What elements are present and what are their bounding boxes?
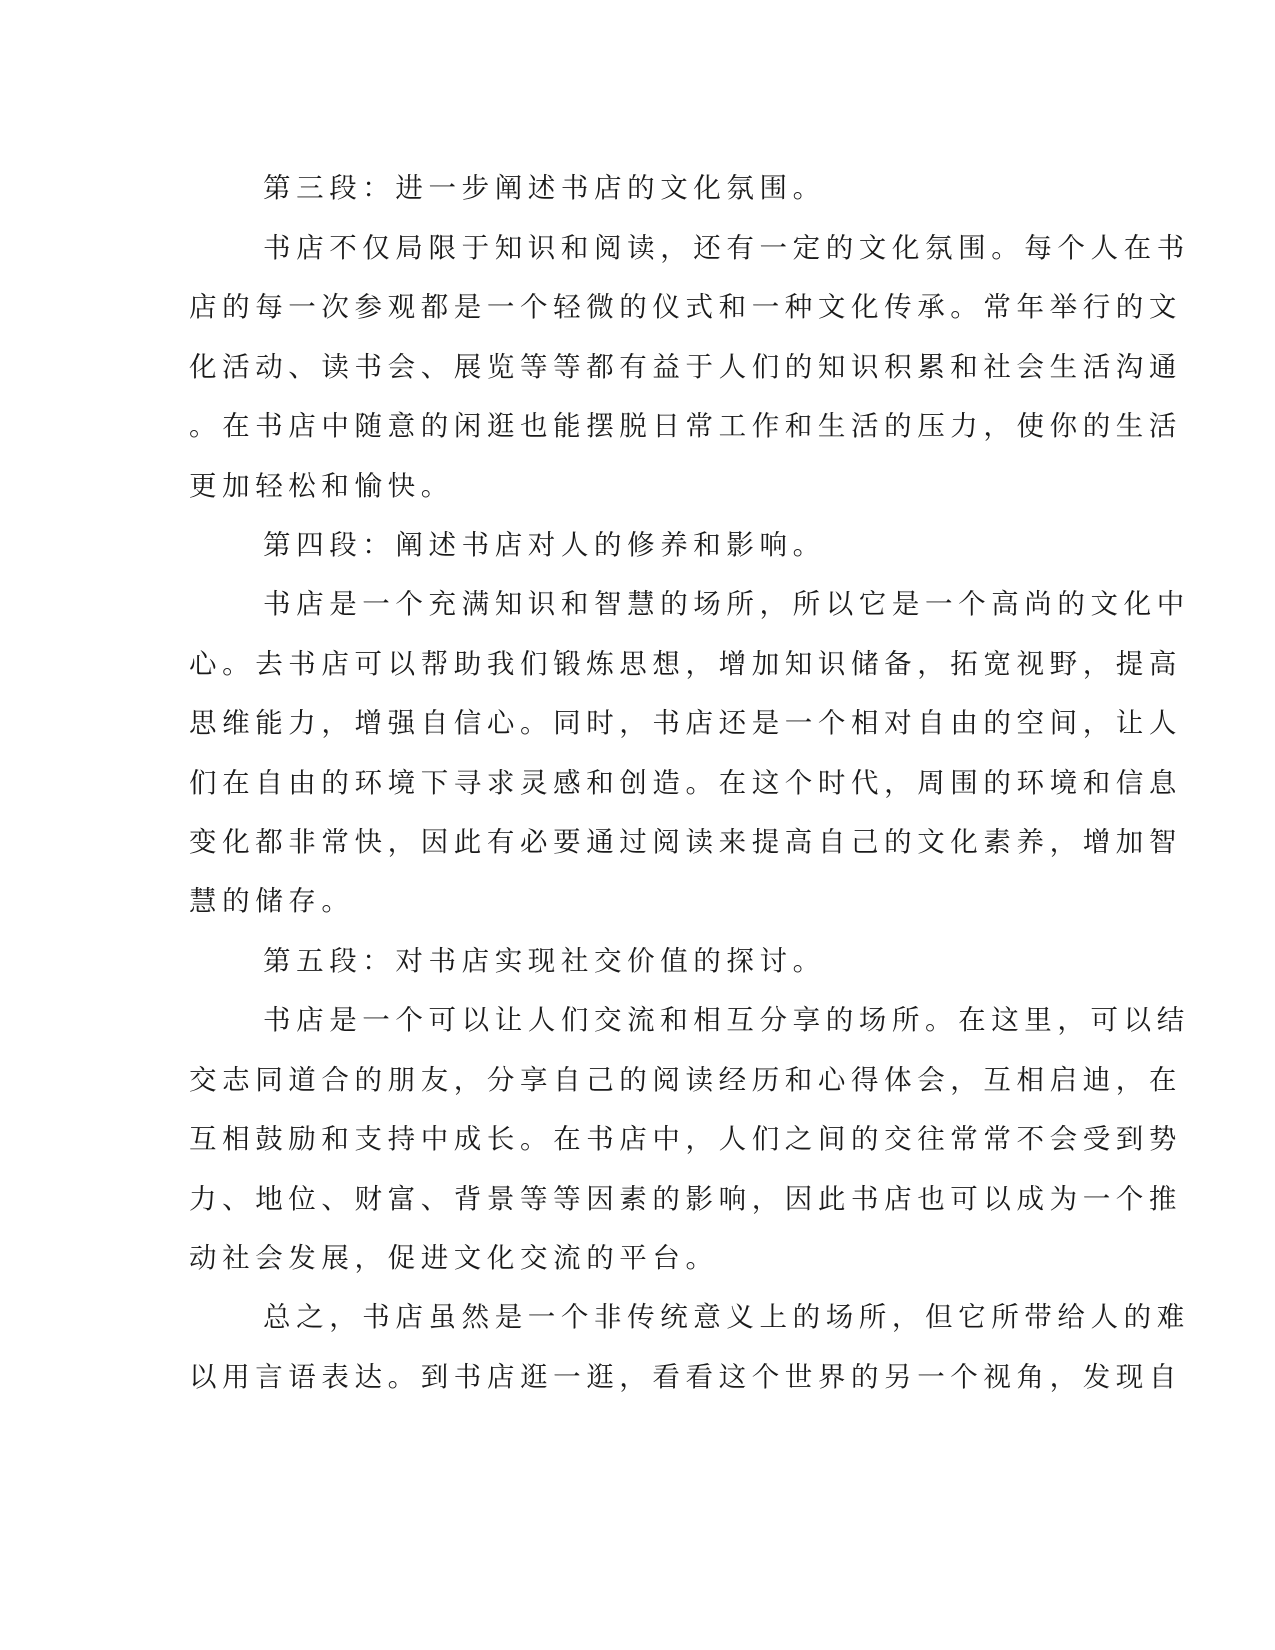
text-line: 化活动、读书会、展览等等都有益于人们的知识积累和社会生活沟通 [189, 351, 1182, 383]
text-line: 们在自由的环境下寻求灵感和创造。在这个时代，周围的环境和信息 [189, 767, 1182, 799]
text-line: 心。去书店可以帮助我们锻炼思想，增加知识储备，拓宽视野，提高 [189, 648, 1182, 680]
text-line: 更加轻松和愉快。 [189, 470, 454, 502]
text-line: 第三段：进一步阐述书店的文化氛围。 [263, 172, 826, 204]
text-line: 书店不仅局限于知识和阅读，还有一定的文化氛围。每个人在书 [263, 232, 1190, 264]
text-line: 书店是一个可以让人们交流和相互分享的场所。在这里，可以结 [263, 1004, 1190, 1036]
text-line: 第四段：阐述书店对人的修养和影响。 [263, 529, 826, 561]
text-line: 以用言语表达。到书店逛一逛，看看这个世界的另一个视角，发现自 [189, 1361, 1182, 1393]
text-line: 变化都非常快，因此有必要通过阅读来提高自己的文化素养，增加智 [189, 826, 1182, 858]
text-line: 力、地位、财富、背景等等因素的影响，因此书店也可以成为一个推 [189, 1183, 1182, 1215]
text-line: 动社会发展，促进文化交流的平台。 [189, 1242, 719, 1274]
text-line: 慧的储存。 [189, 885, 355, 917]
text-line: 总之，书店虽然是一个非传统意义上的场所，但它所带给人的难 [263, 1301, 1190, 1333]
text-line: 交志同道合的朋友，分享自己的阅读经历和心得体会，互相启迪，在 [189, 1064, 1182, 1096]
text-line: 。在书店中随意的闲逛也能摆脱日常工作和生活的压力，使你的生活 [189, 410, 1182, 442]
text-line: 店的每一次参观都是一个轻微的仪式和一种文化传承。常年举行的文 [189, 291, 1182, 323]
text-line: 互相鼓励和支持中成长。在书店中，人们之间的交往常常不会受到势 [189, 1123, 1182, 1155]
text-line: 书店是一个充满知识和智慧的场所，所以它是一个高尚的文化中 [263, 588, 1190, 620]
text-line: 第五段：对书店实现社交价值的探讨。 [263, 945, 826, 977]
text-line: 思维能力，增强自信心。同时，书店还是一个相对自由的空间，让人 [189, 707, 1182, 739]
